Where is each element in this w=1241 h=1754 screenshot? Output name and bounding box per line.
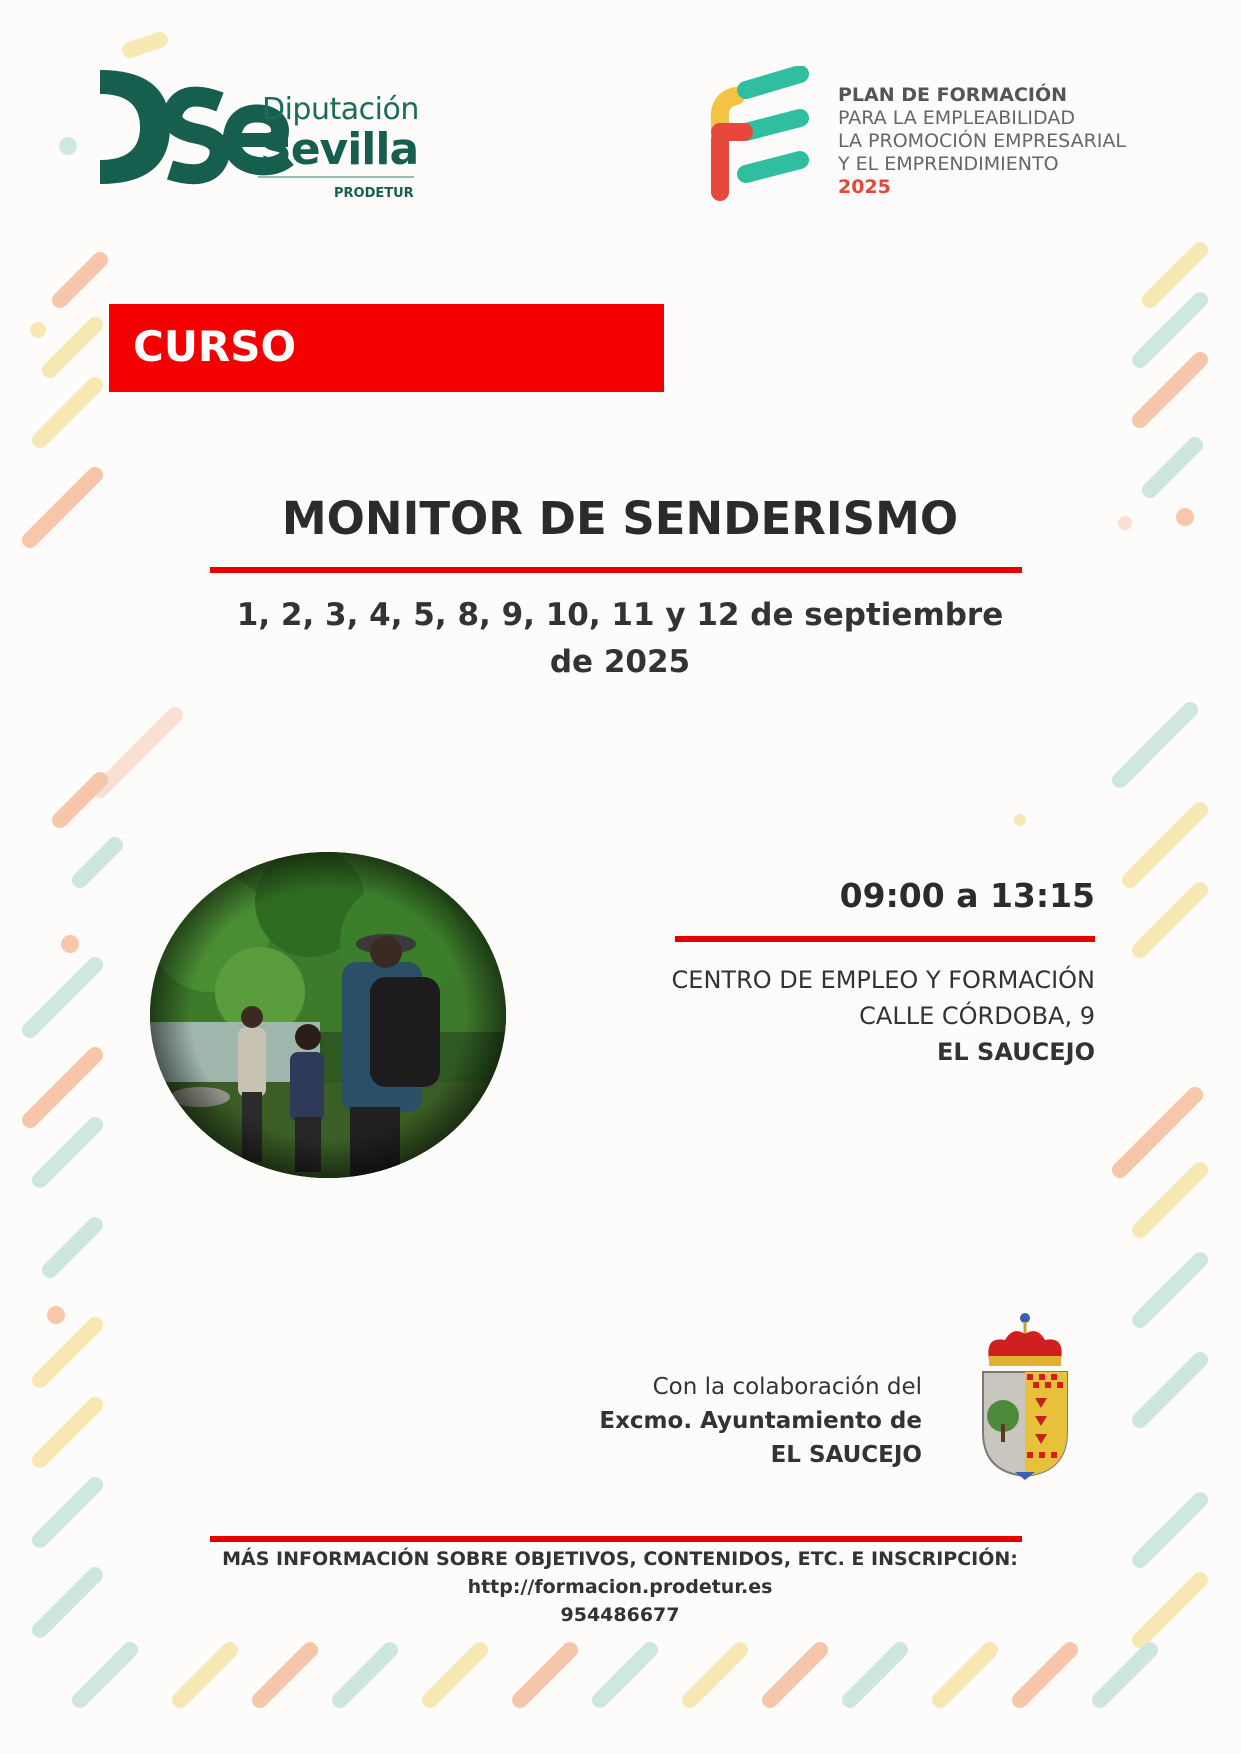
collaboration-intro: Con la colaboración del [652, 1374, 922, 1400]
plan-formacion-text [838, 84, 1126, 199]
diputacion-word: Diputación [262, 92, 419, 127]
plan-year: 2025 [838, 176, 891, 198]
footer-phone: 954486677 [560, 1604, 680, 1626]
plan-formacion-logo [708, 66, 818, 206]
sevilla-word: Sevilla [260, 124, 419, 175]
location-street: CALLE CÓRDOBA, 9 [859, 1002, 1095, 1030]
title-divider [210, 567, 1022, 573]
location-block [640, 962, 1095, 1070]
course-title: MONITOR DE SENDERISMO [281, 492, 959, 545]
location-center: CENTRO DE EMPLEO Y FORMACIÓN [671, 966, 1095, 994]
logo-divider [258, 176, 414, 178]
hikers-photo [150, 852, 506, 1178]
collaboration-town: EL SAUCEJO [770, 1442, 922, 1468]
curso-label: CURSO [133, 322, 297, 371]
el-saucejo-coat-of-arms [975, 1312, 1075, 1480]
plan-title: PLAN DE FORMACIÓN [838, 84, 1068, 106]
course-dates: 1, 2, 3, 4, 5, 8, 9, 10, 11 y 12 de septiembre de 2025 [236, 597, 1004, 680]
plan-line-4: Y EL EMPRENDIMIENTO [838, 153, 1059, 175]
footer-divider [210, 1536, 1022, 1542]
location-town: EL SAUCEJO [937, 1038, 1095, 1066]
footer-info-text: MÁS INFORMACIÓN SOBRE OBJETIVOS, CONTENIDOS, ETC. E INSCRIPCIÓN: [222, 1548, 1018, 1570]
footer-info [190, 1545, 1050, 1629]
collaboration-entity: Excmo. Ayuntamiento de [599, 1408, 922, 1434]
schedule-divider [675, 936, 1095, 942]
collaboration-block [560, 1370, 922, 1472]
schedule-time: 09:00 a 13:15 [839, 876, 1095, 915]
plan-line-3: LA PROMOCIÓN EMPRESARIAL [838, 130, 1126, 152]
footer-url-link[interactable]: http://formacion.prodetur.es [467, 1576, 773, 1598]
hikers-illustration [150, 852, 506, 1178]
prodetur-label: PRODETUR [334, 186, 414, 201]
plan-line-2: PARA LA EMPLEABILIDAD [838, 107, 1075, 129]
